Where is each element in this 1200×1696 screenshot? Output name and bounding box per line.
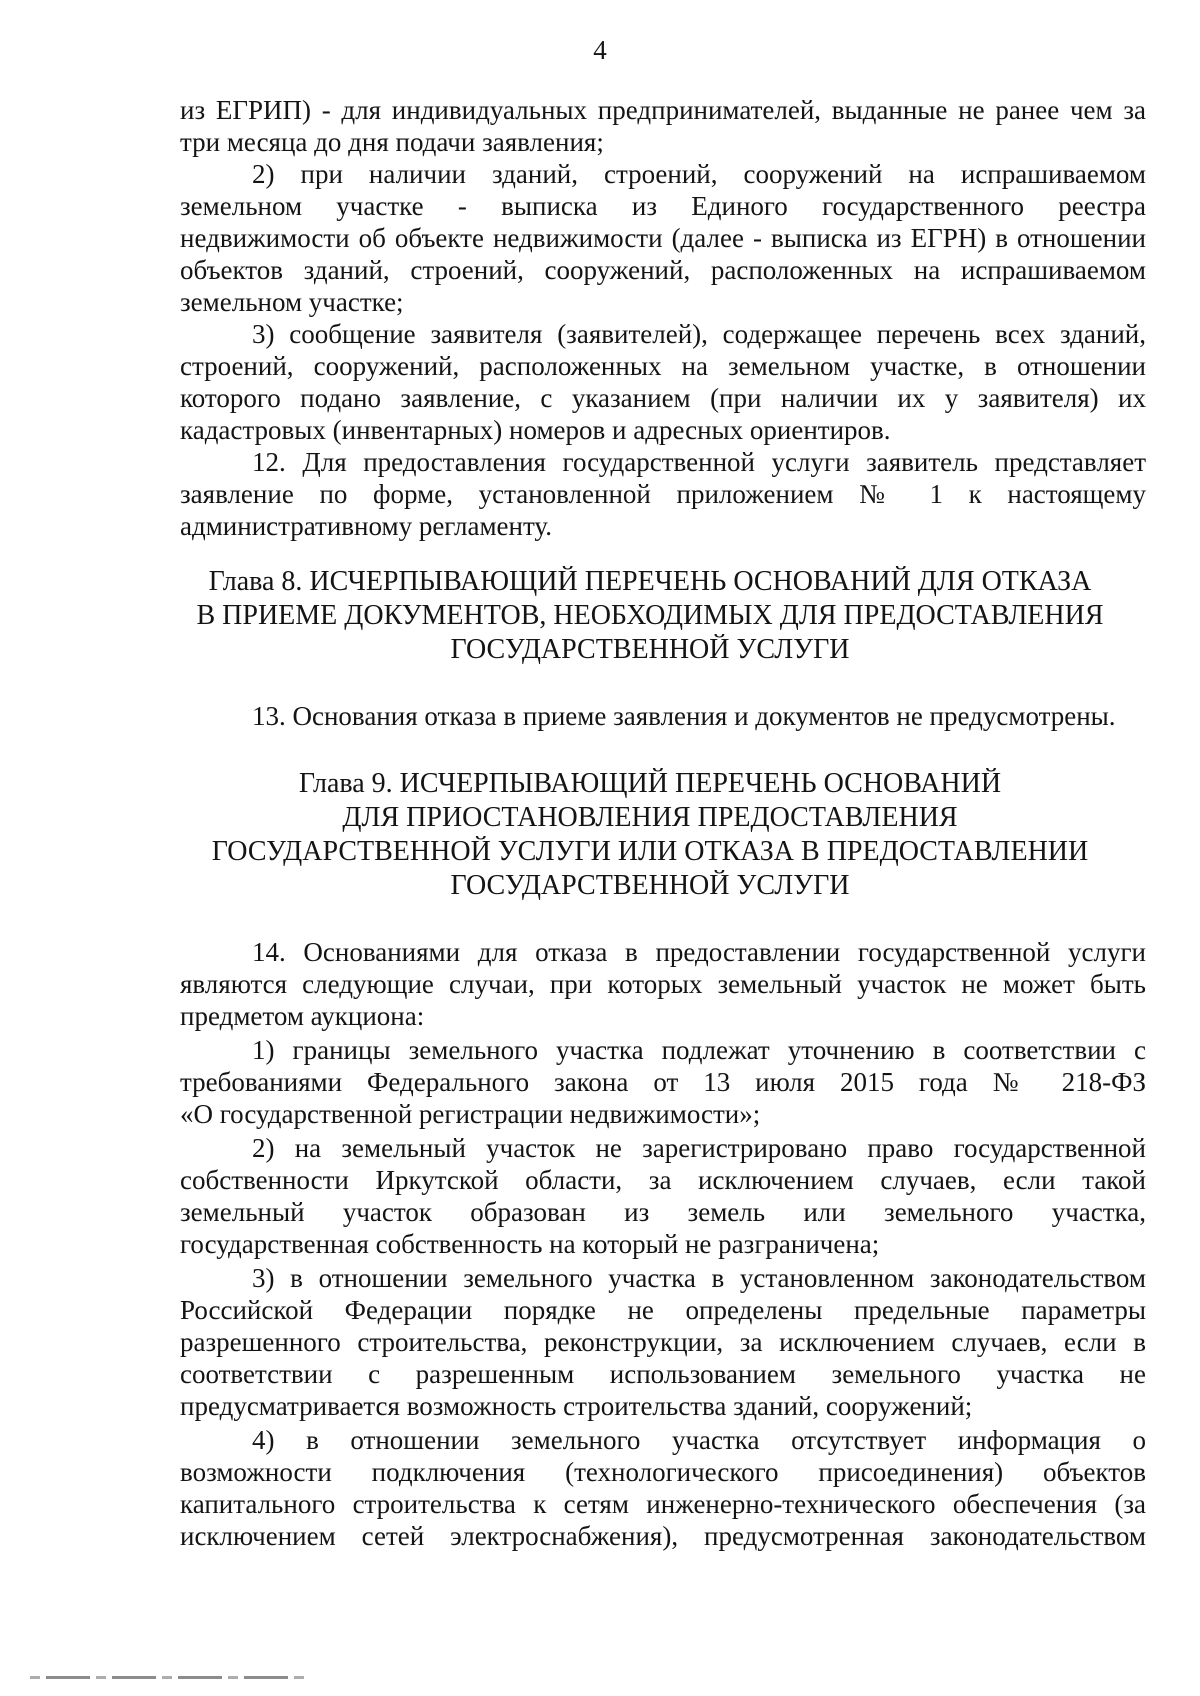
text-line: земельный участок образован из земель или земельного участка,: [180, 1197, 1146, 1227]
text-line: 4) в отношении земельного участка отсутствует информация о: [252, 1425, 1146, 1455]
chapter-8-heading: ГОСУДАРСТВЕННОЙ УСЛУГИ: [450, 634, 850, 665]
page-number: 4: [593, 35, 607, 65]
text-line: 3) сообщение заявителя (заявителей), содержащее перечень всех зданий,: [252, 319, 1146, 349]
text-line: из ЕГРИП) - для индивидуальных предпринимателей, выданные не ранее чем за: [180, 95, 1146, 125]
chapter-8-heading: Глава 8. ИСЧЕРПЫВАЮЩИЙ ПЕРЕЧЕНЬ ОСНОВАНИЙ ДЛЯ ОТКАЗА: [208, 566, 1092, 597]
text-line: 13. Основания отказа в приеме заявления и документов не предусмотрены.: [252, 701, 1116, 731]
text-line: объектов зданий, строений, сооружений, расположенных на испрашиваемом: [180, 255, 1146, 285]
text-line: Российской Федерации порядке не определены предельные параметры: [180, 1295, 1146, 1325]
text-line: 2) на земельный участок не зарегистрировано право государственной: [252, 1133, 1146, 1163]
text-line: которого подано заявление, с указанием (при наличии их у заявителя) их: [180, 383, 1146, 413]
text-line: возможности подключения (технологического присоединения) объектов: [180, 1457, 1146, 1487]
text-line: 1) границы земельного участка подлежат уточнению в соответствии с: [252, 1035, 1146, 1065]
text-line: три месяца до дня подачи заявления;: [180, 127, 604, 157]
chapter-9-heading: ГОСУДАРСТВЕННОЙ УСЛУГИ: [450, 870, 850, 901]
text-line: предусматривается возможность строительства зданий, сооружений;: [180, 1391, 973, 1421]
text-line: собственности Иркутской области, за исключением случаев, если такой: [180, 1165, 1146, 1195]
text-line: 2) при наличии зданий, строений, сооружений на испрашиваемом: [252, 159, 1146, 189]
text-line: 12. Для предоставления государственной услуги заявитель представляет: [252, 447, 1146, 477]
text-line: заявление по форме, установленной приложением № 1 к настоящему: [180, 479, 1146, 509]
text-line: являются следующие случаи, при которых земельный участок не может быть: [180, 969, 1146, 999]
text-line: капитального строительства к сетям инженерно-технического обеспечения (за: [180, 1489, 1146, 1519]
text-line: соответствии с разрешенным использованием земельного участка не: [180, 1359, 1146, 1389]
text-line: «О государственной регистрации недвижимости»;: [180, 1099, 761, 1129]
text-line: исключением сетей электроснабжения), предусмотренная законодательством: [180, 1521, 1146, 1551]
text-line: предметом аукциона:: [180, 1001, 425, 1031]
text-line: земельном участке;: [180, 287, 404, 317]
chapter-9-heading: Глава 9. ИСЧЕРПЫВАЮЩИЙ ПЕРЕЧЕНЬ ОСНОВАНИЙ: [298, 768, 1002, 799]
text-line: государственная собственность на который не разграничена;: [180, 1229, 880, 1259]
chapter-9-heading: ГОСУДАРСТВЕННОЙ УСЛУГИ ИЛИ ОТКАЗА В ПРЕДОСТАВЛЕНИИ: [211, 836, 1089, 867]
text-line: недвижимости об объекте недвижимости (далее - выписка из ЕГРН) в отношении: [180, 223, 1146, 253]
text-line: 3) в отношении земельного участка в установленном законодательством: [252, 1263, 1146, 1293]
text-line: 14. Основаниями для отказа в предоставлении государственной услуги: [252, 937, 1146, 967]
text-line: кадастровых (инвентарных) номеров и адресных ориентиров.: [180, 415, 891, 445]
chapter-8-heading: В ПРИЕМЕ ДОКУМЕНТОВ, НЕОБХОДИМЫХ ДЛЯ ПРЕДОСТАВЛЕНИЯ: [196, 600, 1104, 631]
text-line: административному регламенту.: [180, 511, 552, 541]
text-line: разрешенного строительства, реконструкции, за исключением случаев, если в: [180, 1327, 1146, 1357]
scan-artifact-line: [30, 1676, 310, 1679]
chapter-9-heading: ДЛЯ ПРИОСТАНОВЛЕНИЯ ПРЕДОСТАВЛЕНИЯ: [342, 802, 958, 833]
text-line: строений, сооружений, расположенных на земельном участке, в отношении: [180, 351, 1146, 381]
text-line: требованиями Федерального закона от 13 июля 2015 года № 218-ФЗ: [180, 1067, 1146, 1097]
text-line: земельном участке - выписка из Единого государственного реестра: [180, 191, 1146, 221]
